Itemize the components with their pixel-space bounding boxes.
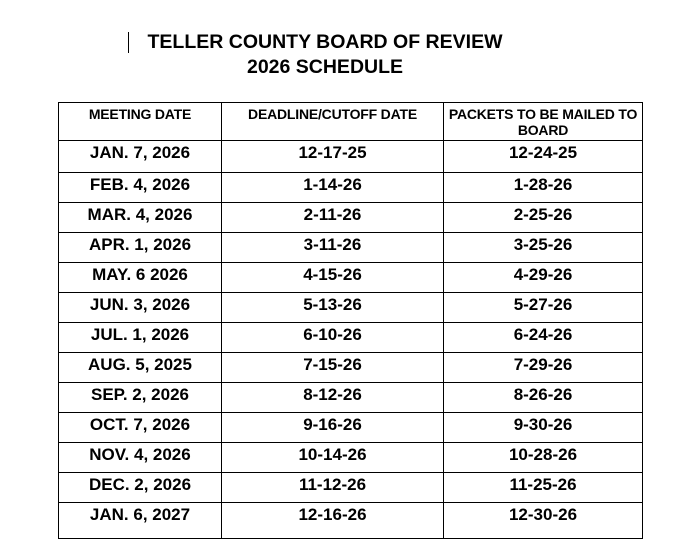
header-meeting-date: MEETING DATE (59, 103, 222, 141)
meeting-date-cell: DEC. 2, 2026 (59, 473, 222, 503)
deadline-cell: 7-15-26 (222, 353, 444, 383)
packets-cell: 7-29-26 (444, 353, 643, 383)
packets-cell: 8-26-26 (444, 383, 643, 413)
header-packets-mailed: PACKETS TO BE MAILED TO BOARD (444, 103, 643, 141)
table-row (59, 503, 643, 539)
meeting-date-cell: AUG. 5, 2025 (59, 353, 222, 383)
packets-cell: 9-30-26 (444, 413, 643, 443)
schedule-table (58, 102, 643, 539)
deadline-cell: 9-16-26 (222, 413, 444, 443)
table-row (59, 473, 643, 503)
packets-cell: 12-24-25 (444, 141, 643, 173)
meeting-date-cell: MAR. 4, 2026 (59, 203, 222, 233)
deadline-cell: 12-17-25 (222, 141, 444, 173)
packets-cell: 2-25-26 (444, 203, 643, 233)
deadline-cell: 5-13-26 (222, 293, 444, 323)
meeting-date-cell: NOV. 4, 2026 (59, 443, 222, 473)
title-line-schedule: 2026 SCHEDULE (246, 56, 404, 78)
packets-cell: 6-24-26 (444, 323, 643, 353)
deadline-cell: 4-15-26 (222, 263, 444, 293)
meeting-date-cell: JAN. 6, 2027 (59, 503, 222, 539)
meeting-date-cell: FEB. 4, 2026 (59, 173, 222, 203)
deadline-cell: 12-16-26 (222, 503, 444, 539)
table-row (59, 173, 643, 203)
packets-cell: 3-25-26 (444, 233, 643, 263)
packets-cell: 5-27-26 (444, 293, 643, 323)
packets-cell: 12-30-26 (444, 503, 643, 539)
deadline-cell: 2-11-26 (222, 203, 444, 233)
table-row (59, 323, 643, 353)
table-row (59, 263, 643, 293)
meeting-date-cell: OCT. 7, 2026 (59, 413, 222, 443)
title-line-county: TELLER COUNTY BOARD OF REVIEW (147, 31, 503, 53)
packets-cell: 10-28-26 (444, 443, 643, 473)
table-row (59, 383, 643, 413)
table-row (59, 141, 643, 173)
deadline-cell: 1-14-26 (222, 173, 444, 203)
table-row (59, 443, 643, 473)
meeting-date-cell: SEP. 2, 2026 (59, 383, 222, 413)
meeting-date-cell: MAY. 6 2026 (59, 263, 222, 293)
meeting-date-cell: APR. 1, 2026 (59, 233, 222, 263)
meeting-date-cell: JAN. 7, 2026 (59, 141, 222, 173)
deadline-cell: 8-12-26 (222, 383, 444, 413)
text-cursor (128, 32, 129, 53)
deadline-cell: 3-11-26 (222, 233, 444, 263)
packets-cell: 4-29-26 (444, 263, 643, 293)
header-deadline-date: DEADLINE/CUTOFF DATE (222, 103, 444, 141)
deadline-cell: 11-12-26 (222, 473, 444, 503)
table-row (59, 203, 643, 233)
deadline-cell: 10-14-26 (222, 443, 444, 473)
document-title (0, 30, 650, 80)
table-row (59, 293, 643, 323)
table-row (59, 233, 643, 263)
packets-cell: 1-28-26 (444, 173, 643, 203)
meeting-date-cell: JUL. 1, 2026 (59, 323, 222, 353)
table-header-row (59, 103, 643, 141)
packets-cell: 11-25-26 (444, 473, 643, 503)
table-row (59, 353, 643, 383)
deadline-cell: 6-10-26 (222, 323, 444, 353)
meeting-date-cell: JUN. 3, 2026 (59, 293, 222, 323)
table-row (59, 413, 643, 443)
